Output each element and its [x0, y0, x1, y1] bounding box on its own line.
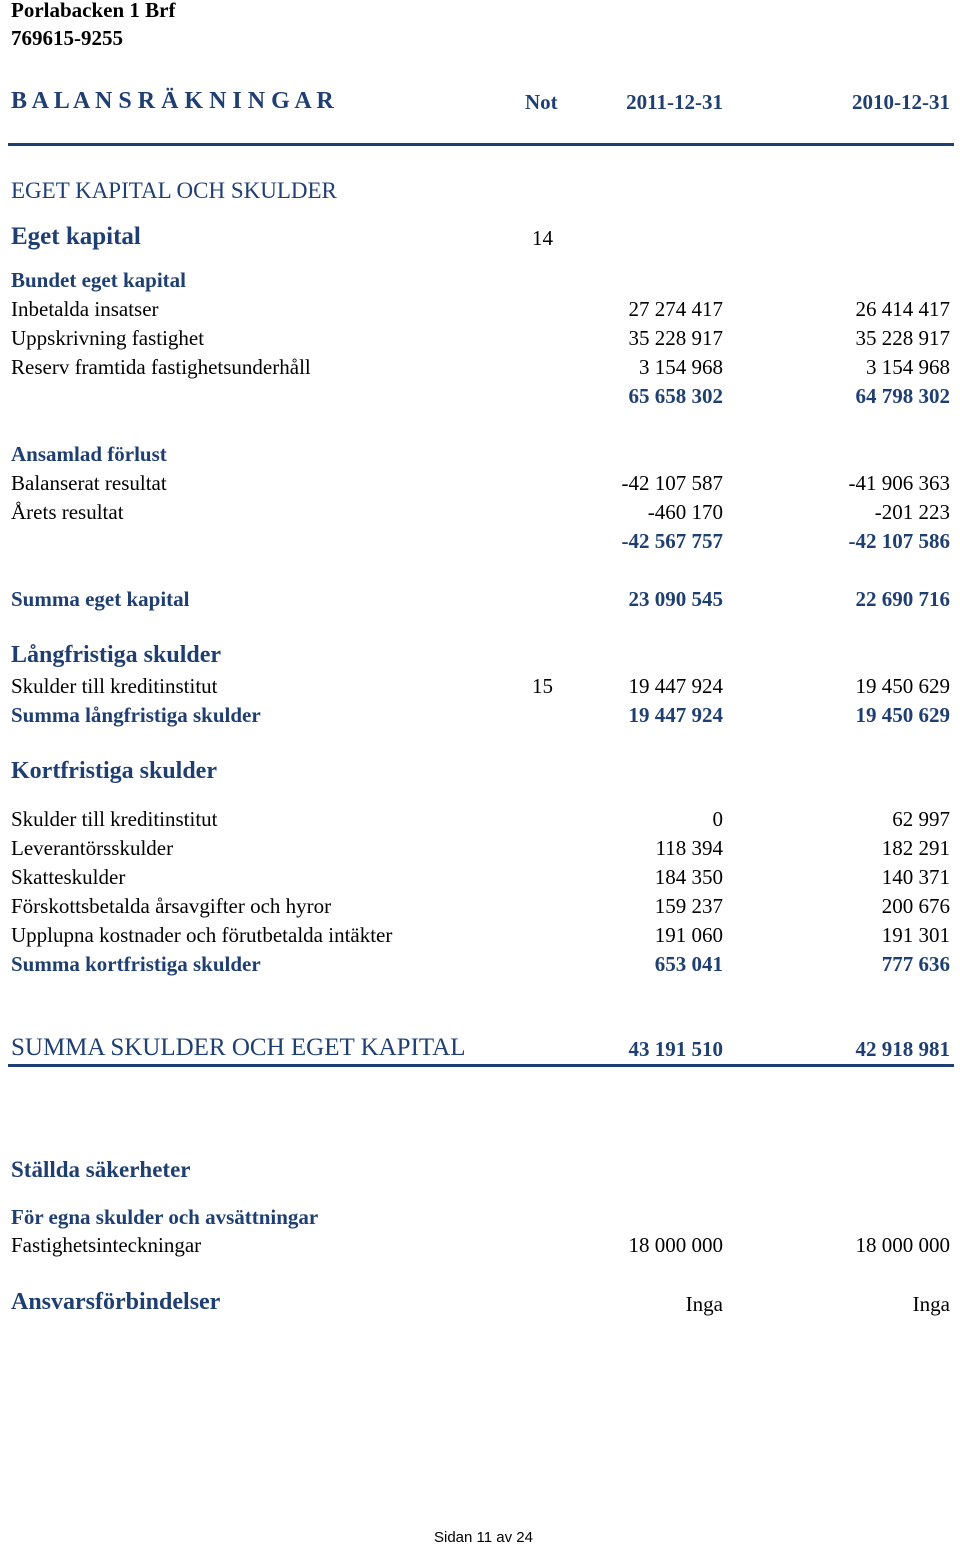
row-value-2011: 159 237	[654, 894, 723, 918]
row-label: Skulder till kreditinstitut	[11, 674, 218, 698]
row-label: Reserv framtida fastighetsunderhåll	[11, 355, 311, 379]
not-column-header: Not	[525, 90, 558, 114]
section-title: EGET KAPITAL OCH SKULDER	[11, 178, 337, 203]
row-label: Skulder till kreditinstitut	[11, 807, 218, 831]
langfristiga-heading: Långfristiga skulder	[11, 642, 222, 668]
summa-eget-label: Summa eget kapital	[11, 587, 190, 611]
ansvar-2011: Inga	[685, 1292, 723, 1316]
row-label: Inbetalda insatser	[11, 297, 159, 321]
row-value-2011: -42 107 587	[621, 471, 723, 495]
summa-eget-2011: 23 090 545	[628, 587, 723, 611]
total-rule	[8, 1064, 954, 1067]
summa-eget-2010: 22 690 716	[855, 587, 950, 611]
ansvar-heading: Ansvarsförbindelser	[11, 1289, 221, 1315]
row-value-2011: 184 350	[654, 865, 723, 889]
row-label: Fastighetsinteckningar	[11, 1233, 202, 1257]
row-value-2011: 27 274 417	[628, 297, 723, 321]
bundet-sum-2010: 64 798 302	[855, 384, 950, 408]
col2-header: 2010-12-31	[852, 90, 950, 114]
org-number: 769615-9255	[11, 26, 123, 50]
eget-kapital-heading: Eget kapital	[11, 223, 141, 250]
row-label: Upplupna kostnader och förutbetalda intäkter	[11, 923, 393, 947]
row-value-2010: 200 676	[881, 894, 950, 918]
langfristiga-sum-2011: 19 447 924	[628, 703, 723, 727]
row-value-2011: 18 000 000	[628, 1233, 723, 1257]
row-value-2010: 62 997	[892, 807, 950, 831]
row-label: Förskottsbetalda årsavgifter och hyror	[11, 894, 332, 918]
page-number: Sidan 11 av 24	[434, 1529, 533, 1546]
company-name: Porlabacken 1 Brf	[11, 0, 176, 22]
row-value-2011: 35 228 917	[628, 326, 723, 350]
kortfristiga-heading: Kortfristiga skulder	[11, 758, 217, 784]
langfristiga-sum-label: Summa långfristiga skulder	[11, 703, 261, 727]
bundet-sum-2011: 65 658 302	[628, 384, 723, 408]
row-label: Uppskrivning fastighet	[11, 326, 205, 350]
col1-header: 2011-12-31	[626, 90, 723, 114]
stallda-subheading: För egna skulder och avsättningar	[11, 1205, 319, 1229]
bundet-heading: Bundet eget kapital	[11, 268, 187, 292]
eget-kapital-note: 14	[532, 226, 553, 250]
row-note: 15	[532, 674, 553, 698]
ansamlad-sum-2011: -42 567 757	[621, 529, 723, 553]
row-value-2011: 0	[712, 807, 723, 831]
row-value-2010: 3 154 968	[866, 355, 950, 379]
row-value-2011: 3 154 968	[639, 355, 723, 379]
row-value-2010: -201 223	[874, 500, 950, 524]
kortfristiga-sum-2011: 653 041	[654, 952, 723, 976]
row-value-2010: 140 371	[881, 865, 950, 889]
row-label: Balanserat resultat	[11, 471, 167, 495]
total-2010: 42 918 981	[855, 1037, 950, 1061]
row-label: Leverantörsskulder	[11, 836, 174, 860]
total-label: SUMMA SKULDER OCH EGET KAPITAL	[11, 1034, 466, 1061]
row-value-2011: 19 447 924	[628, 674, 723, 698]
row-value-2010: 26 414 417	[855, 297, 950, 321]
row-value-2010: 35 228 917	[855, 326, 950, 350]
page-title: B A L A N S R Ä K N I N G A R	[11, 88, 334, 114]
stallda-heading: Ställda säkerheter	[11, 1157, 191, 1182]
ansvar-2010: Inga	[912, 1292, 950, 1316]
row-value-2011: -460 170	[647, 500, 723, 524]
row-label: Årets resultat	[11, 500, 124, 524]
row-value-2010: 19 450 629	[855, 674, 950, 698]
row-value-2011: 191 060	[654, 923, 723, 947]
row-value-2010: 182 291	[881, 836, 950, 860]
row-value-2010: -41 906 363	[848, 471, 950, 495]
row-value-2010: 191 301	[881, 923, 950, 947]
kortfristiga-sum-2010: 777 636	[881, 952, 950, 976]
row-value-2010: 18 000 000	[855, 1233, 950, 1257]
ansamlad-sum-2010: -42 107 586	[848, 529, 950, 553]
row-label: Skatteskulder	[11, 865, 126, 889]
langfristiga-sum-2010: 19 450 629	[855, 703, 950, 727]
kortfristiga-sum-label: Summa kortfristiga skulder	[11, 952, 261, 976]
header-rule	[8, 143, 954, 146]
total-2011: 43 191 510	[628, 1037, 723, 1061]
row-value-2011: 118 394	[655, 836, 723, 860]
ansamlad-heading: Ansamlad förlust	[11, 442, 167, 466]
